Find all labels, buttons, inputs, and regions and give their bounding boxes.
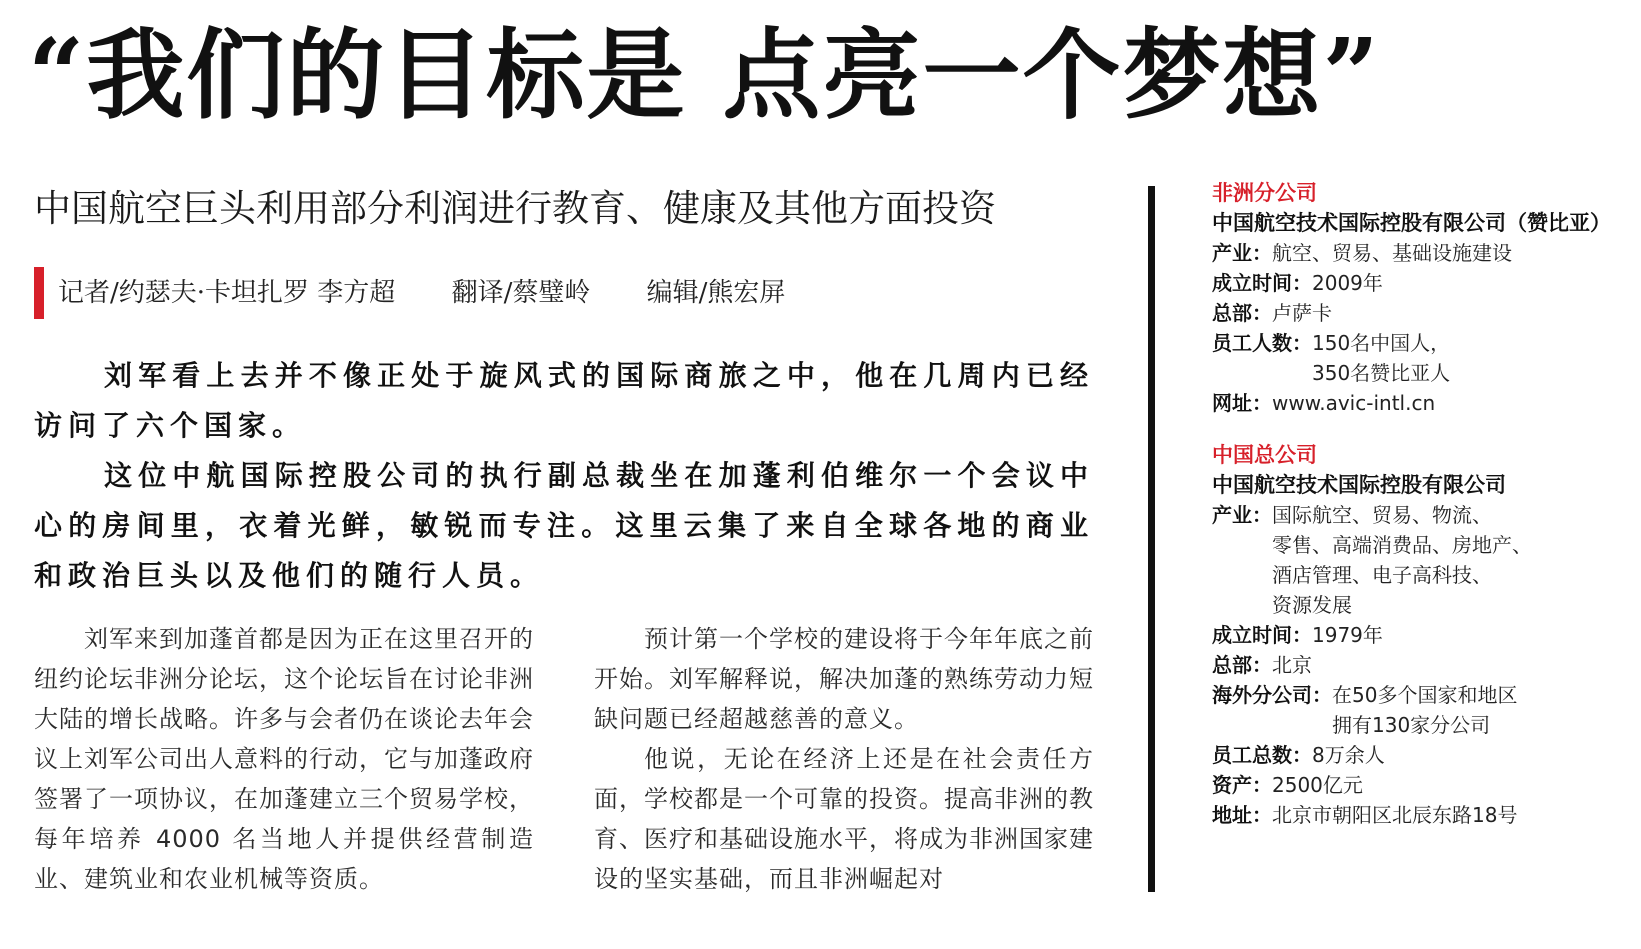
china-headquarters-section xyxy=(1212,440,1632,830)
body-right-paragraph-2: 他说，无论在经济上还是在社会责任方面，学校都是一个可靠的投资。提高非洲的教育、医疗和基础设施水平，将成为非洲国家建设的坚实基础，而且非洲崛起对 xyxy=(594,745,1094,893)
field-value: 2009年 xyxy=(1312,271,1383,295)
field-value: 在50多个国家和地区 拥有130家分公司 xyxy=(1332,683,1518,737)
china-field-industry xyxy=(1212,500,1632,620)
china-field-founded xyxy=(1212,620,1632,650)
byline-editor: 编辑/熊宏屏 xyxy=(646,278,786,308)
headline: “我们的目标是 点亮一个梦想” xyxy=(28,18,1381,133)
field-value: 2500亿元 xyxy=(1272,773,1363,797)
field-label: 总部： xyxy=(1212,301,1272,325)
field-value: 150名中国人， 350名赞比亚人 xyxy=(1312,331,1451,385)
africa-field-employees xyxy=(1212,328,1632,388)
field-label: 员工人数： xyxy=(1212,331,1312,355)
field-value: www.avic-intl.cn xyxy=(1272,391,1436,415)
byline-accent-bar xyxy=(34,267,44,319)
field-value: 北京市朝阳区北辰东路18号 xyxy=(1272,803,1518,827)
lead-paragraphs xyxy=(34,351,1094,601)
section-gap xyxy=(1212,418,1632,440)
subheadline: 中国航空巨头利用部分利润进行教育、健康及其他方面投资 xyxy=(34,187,996,230)
field-label: 地址： xyxy=(1212,803,1272,827)
body-column-right xyxy=(594,619,1094,899)
china-field-address xyxy=(1212,800,1632,830)
china-company-name: 中国航空技术国际控股有限公司 xyxy=(1212,473,1506,497)
lead-paragraph-2: 这位中航国际控股公司的执行副总裁坐在加蓬利伯维尔一个会议中心的房间里，衣着光鲜，敏锐而专注。这里云集了来自全球各地的商业和政治巨头以及他们的随行人员。 xyxy=(34,459,1094,592)
field-label: 海外分公司： xyxy=(1212,683,1332,707)
china-field-headquarters xyxy=(1212,650,1632,680)
africa-field-website xyxy=(1212,388,1632,418)
field-label: 成立时间： xyxy=(1212,271,1312,295)
africa-company-name: 中国航空技术国际控股有限公司（赞比亚） xyxy=(1212,211,1611,235)
africa-field-headquarters xyxy=(1212,298,1632,328)
africa-field-industry xyxy=(1212,238,1632,268)
body-right-paragraph-1: 预计第一个学校的建设将于今年年底之前开始。刘军解释说，解决加蓬的熟练劳动力短缺问题已经超越慈善的意义。 xyxy=(594,625,1094,733)
field-value: 国际航空、贸易、物流、 零售、高端消费品、房地产、 酒店管理、电子高科技、 资源发展 xyxy=(1272,503,1532,617)
field-label: 网址： xyxy=(1212,391,1272,415)
china-field-total-employees xyxy=(1212,740,1632,770)
field-label: 资产： xyxy=(1212,773,1272,797)
byline-translator: 翻译/蔡璧岭 xyxy=(451,278,591,308)
field-value: 1979年 xyxy=(1312,623,1383,647)
field-value: 航空、贸易、基础设施建设 xyxy=(1272,241,1512,265)
body-column-left xyxy=(34,619,534,899)
field-label: 产业： xyxy=(1212,503,1272,527)
byline xyxy=(58,272,1058,314)
field-label: 员工总数： xyxy=(1212,743,1312,767)
company-info-sidebar xyxy=(1212,178,1632,830)
field-value: 北京 xyxy=(1272,653,1312,677)
africa-branch-section xyxy=(1212,178,1632,418)
field-label: 总部： xyxy=(1212,653,1272,677)
field-value: 卢萨卡 xyxy=(1272,301,1332,325)
africa-branch-title: 非洲分公司 xyxy=(1212,181,1317,205)
china-field-assets xyxy=(1212,770,1632,800)
sidebar-divider-rule xyxy=(1148,186,1155,892)
byline-reporter: 记者/约瑟夫·卡坦扎罗 李方超 xyxy=(58,278,396,308)
field-label: 产业： xyxy=(1212,241,1272,265)
china-hq-title: 中国总公司 xyxy=(1212,443,1317,467)
china-field-overseas-branches xyxy=(1212,680,1632,740)
body-left-paragraph-1: 刘军来到加蓬首都是因为正在这里召开的纽约论坛非洲分论坛，这个论坛旨在讨论非洲大陆的增长战略。许多与会者仍在谈论去年会议上刘军公司出人意料的行动，它与加蓬政府签署了一项协议，在加蓬建立三个贸易学校，每年培养 4000 名当地人并提供经营制造业、建筑业和农业机械等资质。 xyxy=(34,625,534,893)
field-label: 成立时间： xyxy=(1212,623,1312,647)
africa-field-founded xyxy=(1212,268,1632,298)
lead-paragraph-1: 刘军看上去并不像正处于旋风式的国际商旅之中，他在几周内已经访问了六个国家。 xyxy=(34,359,1094,442)
field-value: 8万余人 xyxy=(1312,743,1385,767)
